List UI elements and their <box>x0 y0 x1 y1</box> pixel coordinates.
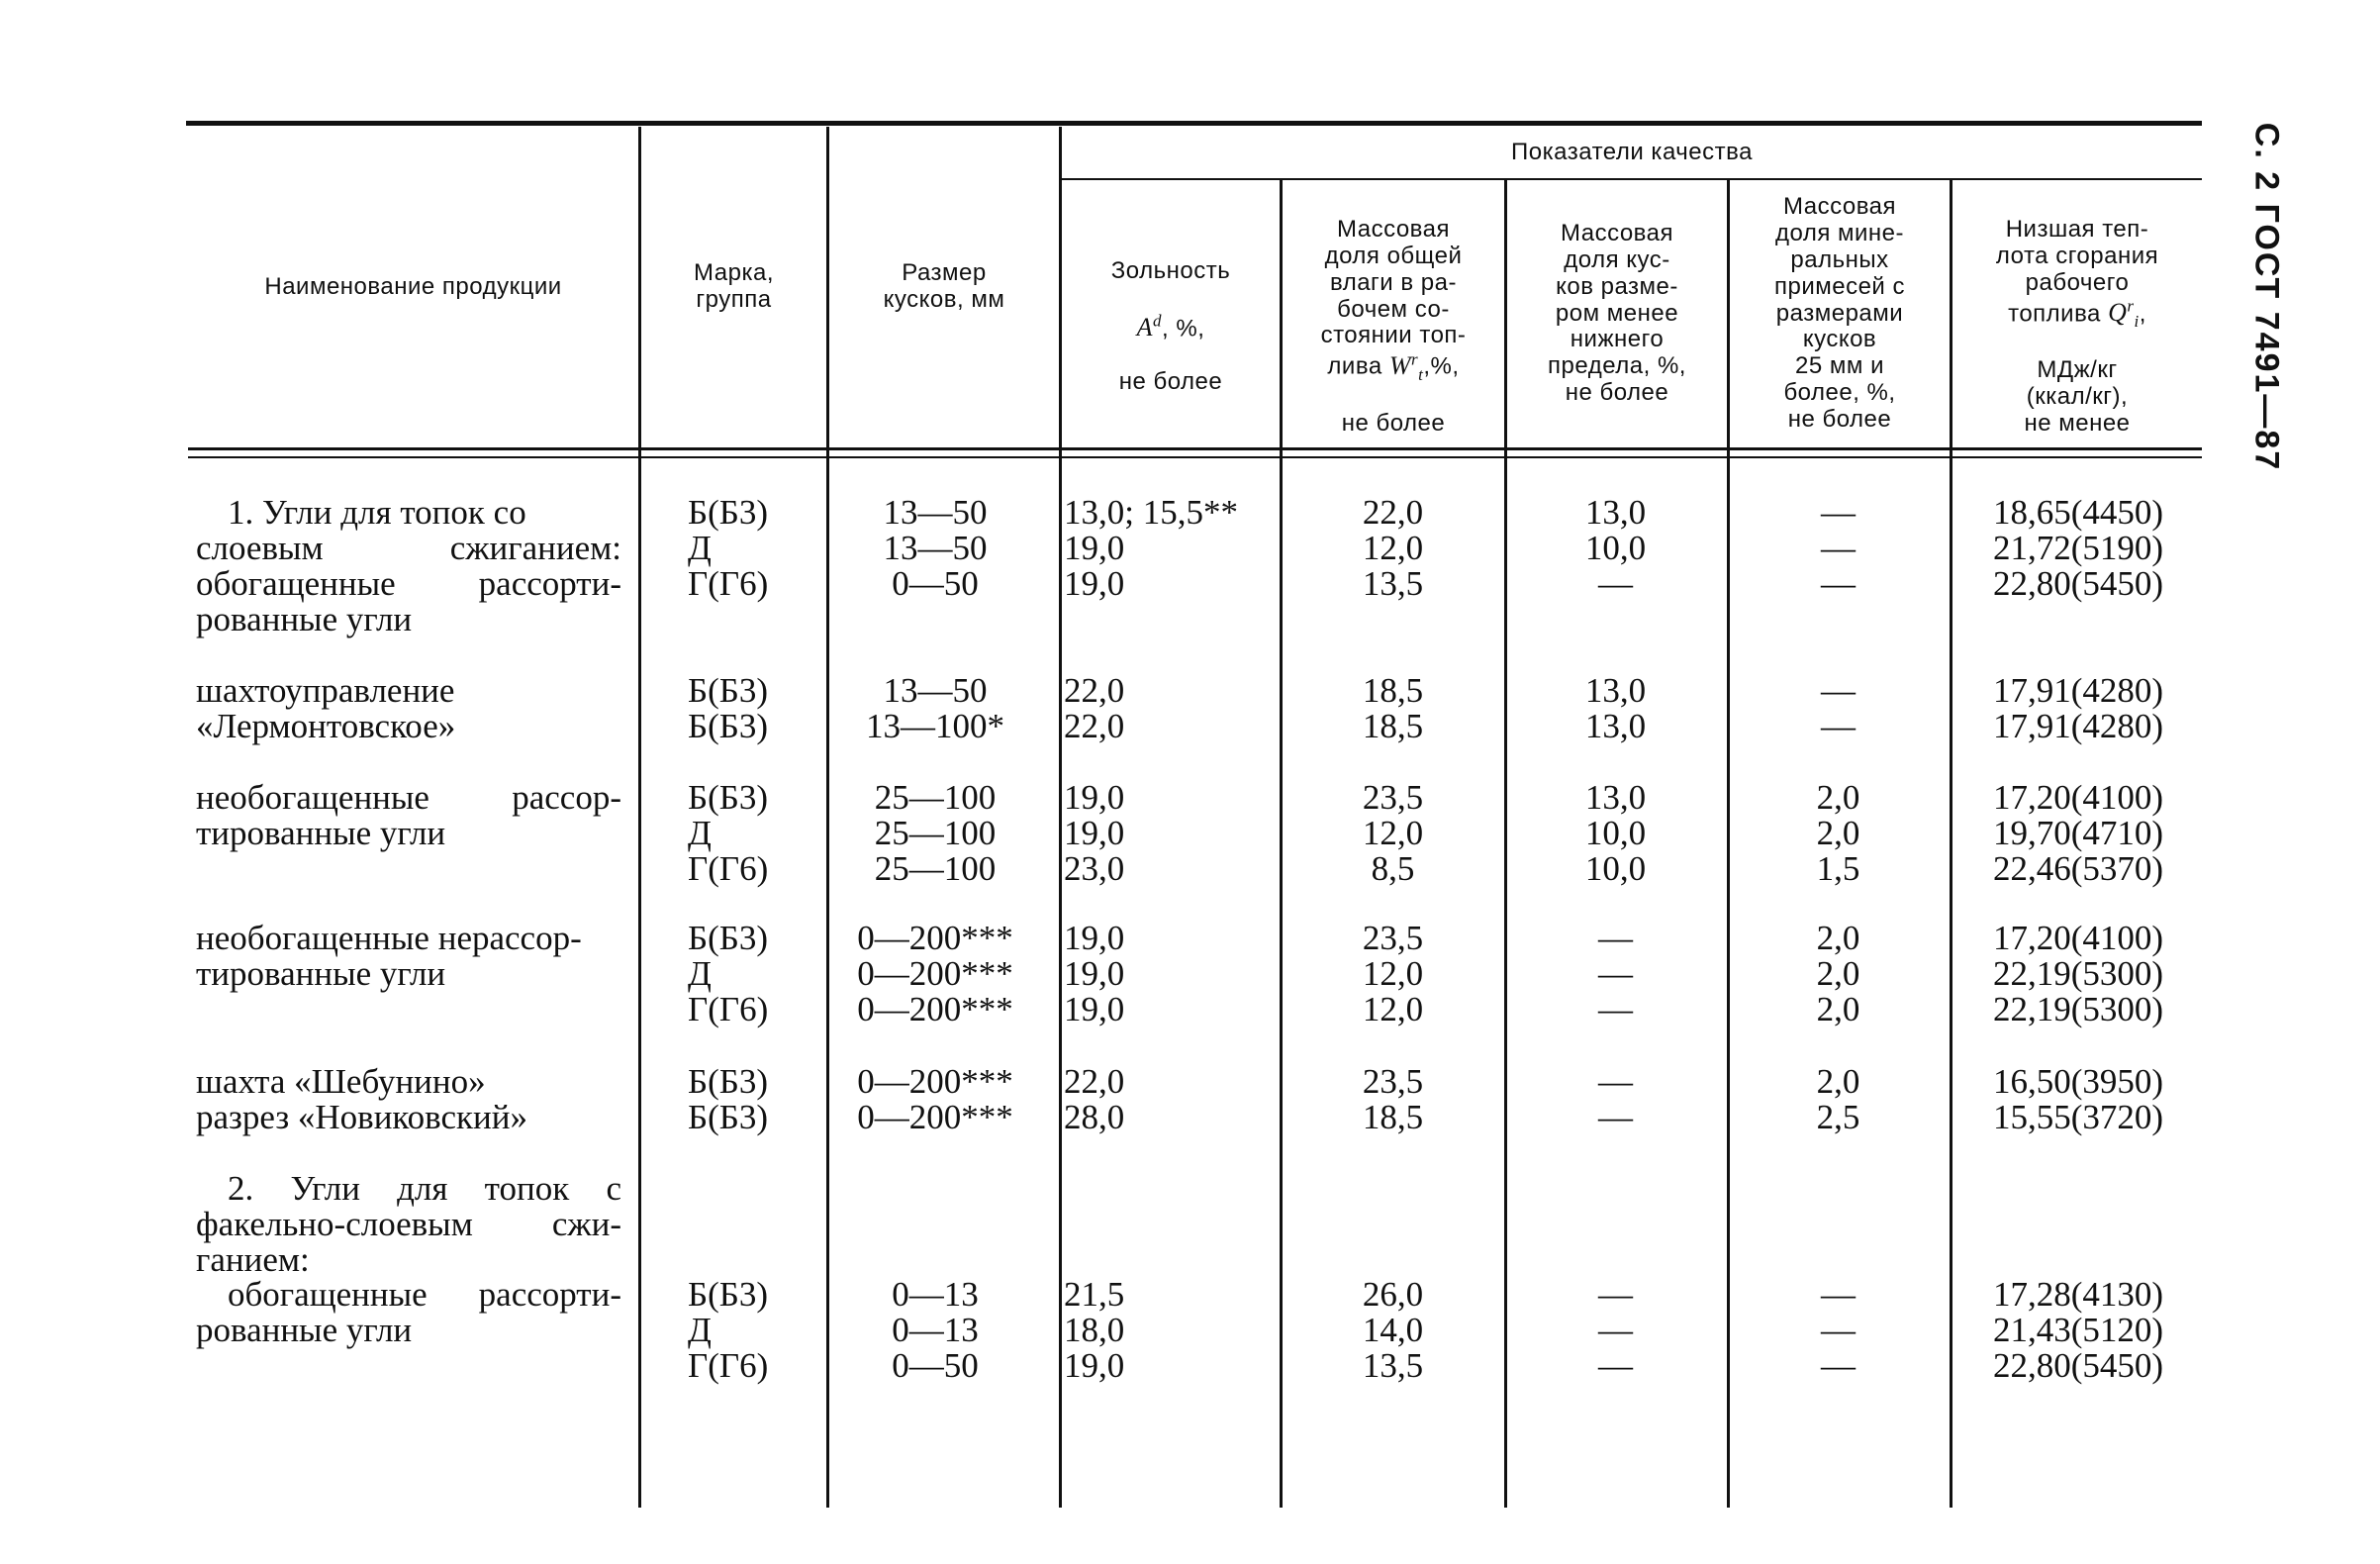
header-ash: Зольность $A^d$, %, не более <box>1110 256 1231 396</box>
header-size: Размер кусков, мм <box>883 259 1005 313</box>
mineral-cell-group4: 2,0 2,0 2,0 <box>1816 919 1860 1028</box>
grade-cell-group6: Б(Б3) Д Г(Г6) <box>688 1275 769 1385</box>
size-cell-group4: 0—200*** 0—200*** 0—200*** <box>857 919 1013 1028</box>
header-mineral: Массовая доля мине- ральных примесей с размерами кусков 25 мм и более, %, не более <box>1773 193 1906 434</box>
row-name-group4: необогащенные нерассор- тированные угли <box>196 919 582 993</box>
top-rule <box>186 121 2202 126</box>
ash-cell-group3: 19,0 19,0 23,0 <box>1064 778 1125 888</box>
row-name-group1: 1. Угли для топок со слоевым сжиганием: обогащенные рассорти- рованные угли <box>196 493 621 638</box>
row-name-group6: обогащенные рассорти- рованные угли <box>196 1275 621 1349</box>
mineral-cell-group1: — — — <box>1821 493 1856 603</box>
heat-cell-group5: 16,50(3950) 15,55(3720) <box>1992 1062 2164 1136</box>
size-cell-group3: 25—100 25—100 25—100 <box>874 778 997 888</box>
row-name-group2: шахтоуправление «Лермонтовское» <box>196 671 456 745</box>
header-heat: Низшая теп- лота сгорания рабочего топлива $Q^r_i$, МДж/кг (ккал/кг), не менее <box>1995 215 2159 438</box>
size-cell-group5: 0—200*** 0—200*** <box>857 1062 1013 1136</box>
section2-heading: 2. Угли для топок с факельно-слоевым сжи- ганием: <box>196 1169 621 1279</box>
heat-cell-group1: 18,65(4450) 21,72(5190) 22,80(5450) <box>1992 493 2164 603</box>
grade-cell-group5: Б(Б3) Б(Б3) <box>688 1062 769 1136</box>
header-grade: Марка, группа <box>694 259 774 313</box>
mineral-cell-group6: — — — <box>1821 1275 1856 1385</box>
ash-cell-group6: 21,5 18,0 19,0 <box>1064 1275 1125 1385</box>
mineral-cell-group3: 2,0 2,0 1,5 <box>1816 778 1860 888</box>
undersize-cell-group1: 13,0 10,0 — <box>1584 493 1647 603</box>
heat-cell-group4: 17,20(4100) 22,19(5300) 22,19(5300) <box>1992 919 2164 1028</box>
ash-cell-group4: 19,0 19,0 19,0 <box>1064 919 1125 1028</box>
header-quality-group: Показатели качества <box>1511 138 1753 165</box>
header-product-name: Наименование продукции <box>264 272 562 300</box>
heat-cell-group2: 17,91(4280) 17,91(4280) <box>1992 671 2164 745</box>
grade-cell-group1: Б(Б3) Д Г(Г6) <box>688 493 769 603</box>
heat-cell-group6: 17,28(4130) 21,43(5120) 22,80(5450) <box>1992 1275 2164 1385</box>
undersize-cell-group3: 13,0 10,0 10,0 <box>1584 778 1647 888</box>
running-header: С. 2 ГОСТ 7491—87 <box>2247 122 2286 472</box>
heat-formula: $Q^r_i$ <box>2108 296 2140 332</box>
undersize-cell-group6: — — — <box>1598 1275 1633 1385</box>
undersize-cell-group5: — — <box>1598 1062 1633 1136</box>
size-cell-group1: 13—50 13—50 0—50 <box>883 493 988 603</box>
row-name-group5: шахта «Шебунино» разрез «Новиковский» <box>196 1062 527 1136</box>
size-cell-group2: 13—50 13—100* <box>866 671 1004 745</box>
moisture-cell-group4: 23,5 12,0 12,0 <box>1362 919 1424 1028</box>
moisture-cell-group5: 23,5 18,5 <box>1362 1062 1424 1136</box>
header-bottom-rule-1 <box>188 447 2202 450</box>
header-bottom-rule-2 <box>188 456 2202 458</box>
ash-cell-group1: 13,0; 15,5** 19,0 19,0 <box>1064 493 1238 603</box>
heat-cell-group3: 17,20(4100) 19,70(4710) 22,46(5370) <box>1992 778 2164 888</box>
header-undersize: Массовая доля кус- ков разме- ром менее нижнего предела, %, не более <box>1548 219 1686 407</box>
ash-cell-group5: 22,0 28,0 <box>1064 1062 1125 1136</box>
moisture-cell-group2: 18,5 18,5 <box>1362 671 1424 745</box>
header-moisture: Массовая доля общей влаги в ра- бочем со- стоянии топ- лива $W^r_t,\%$, не более <box>1320 215 1467 438</box>
row-name-group3: необогащенные рассор- тированные угли <box>196 778 621 852</box>
grade-cell-group2: Б(Б3) Б(Б3) <box>688 671 769 745</box>
ash-formula: $A^d$ <box>1136 311 1163 342</box>
size-cell-group6: 0—13 0—13 0—50 <box>892 1275 979 1385</box>
moisture-cell-group6: 26,0 14,0 13,5 <box>1362 1275 1424 1385</box>
moisture-formula: $W^r_t$ <box>1388 349 1424 385</box>
undersize-cell-group4: — — — <box>1598 919 1633 1028</box>
moisture-cell-group1: 22,0 12,0 13,5 <box>1362 493 1424 603</box>
undersize-cell-group2: 13,0 13,0 <box>1584 671 1647 745</box>
mineral-cell-group2: — — <box>1821 671 1856 745</box>
grade-cell-group3: Б(Б3) Д Г(Г6) <box>688 778 769 888</box>
moisture-cell-group3: 23,5 12,0 8,5 <box>1362 778 1424 888</box>
grade-cell-group4: Б(Б3) Д Г(Г6) <box>688 919 769 1028</box>
mineral-cell-group5: 2,0 2,5 <box>1816 1062 1860 1136</box>
ash-cell-group2: 22,0 22,0 <box>1064 671 1125 745</box>
